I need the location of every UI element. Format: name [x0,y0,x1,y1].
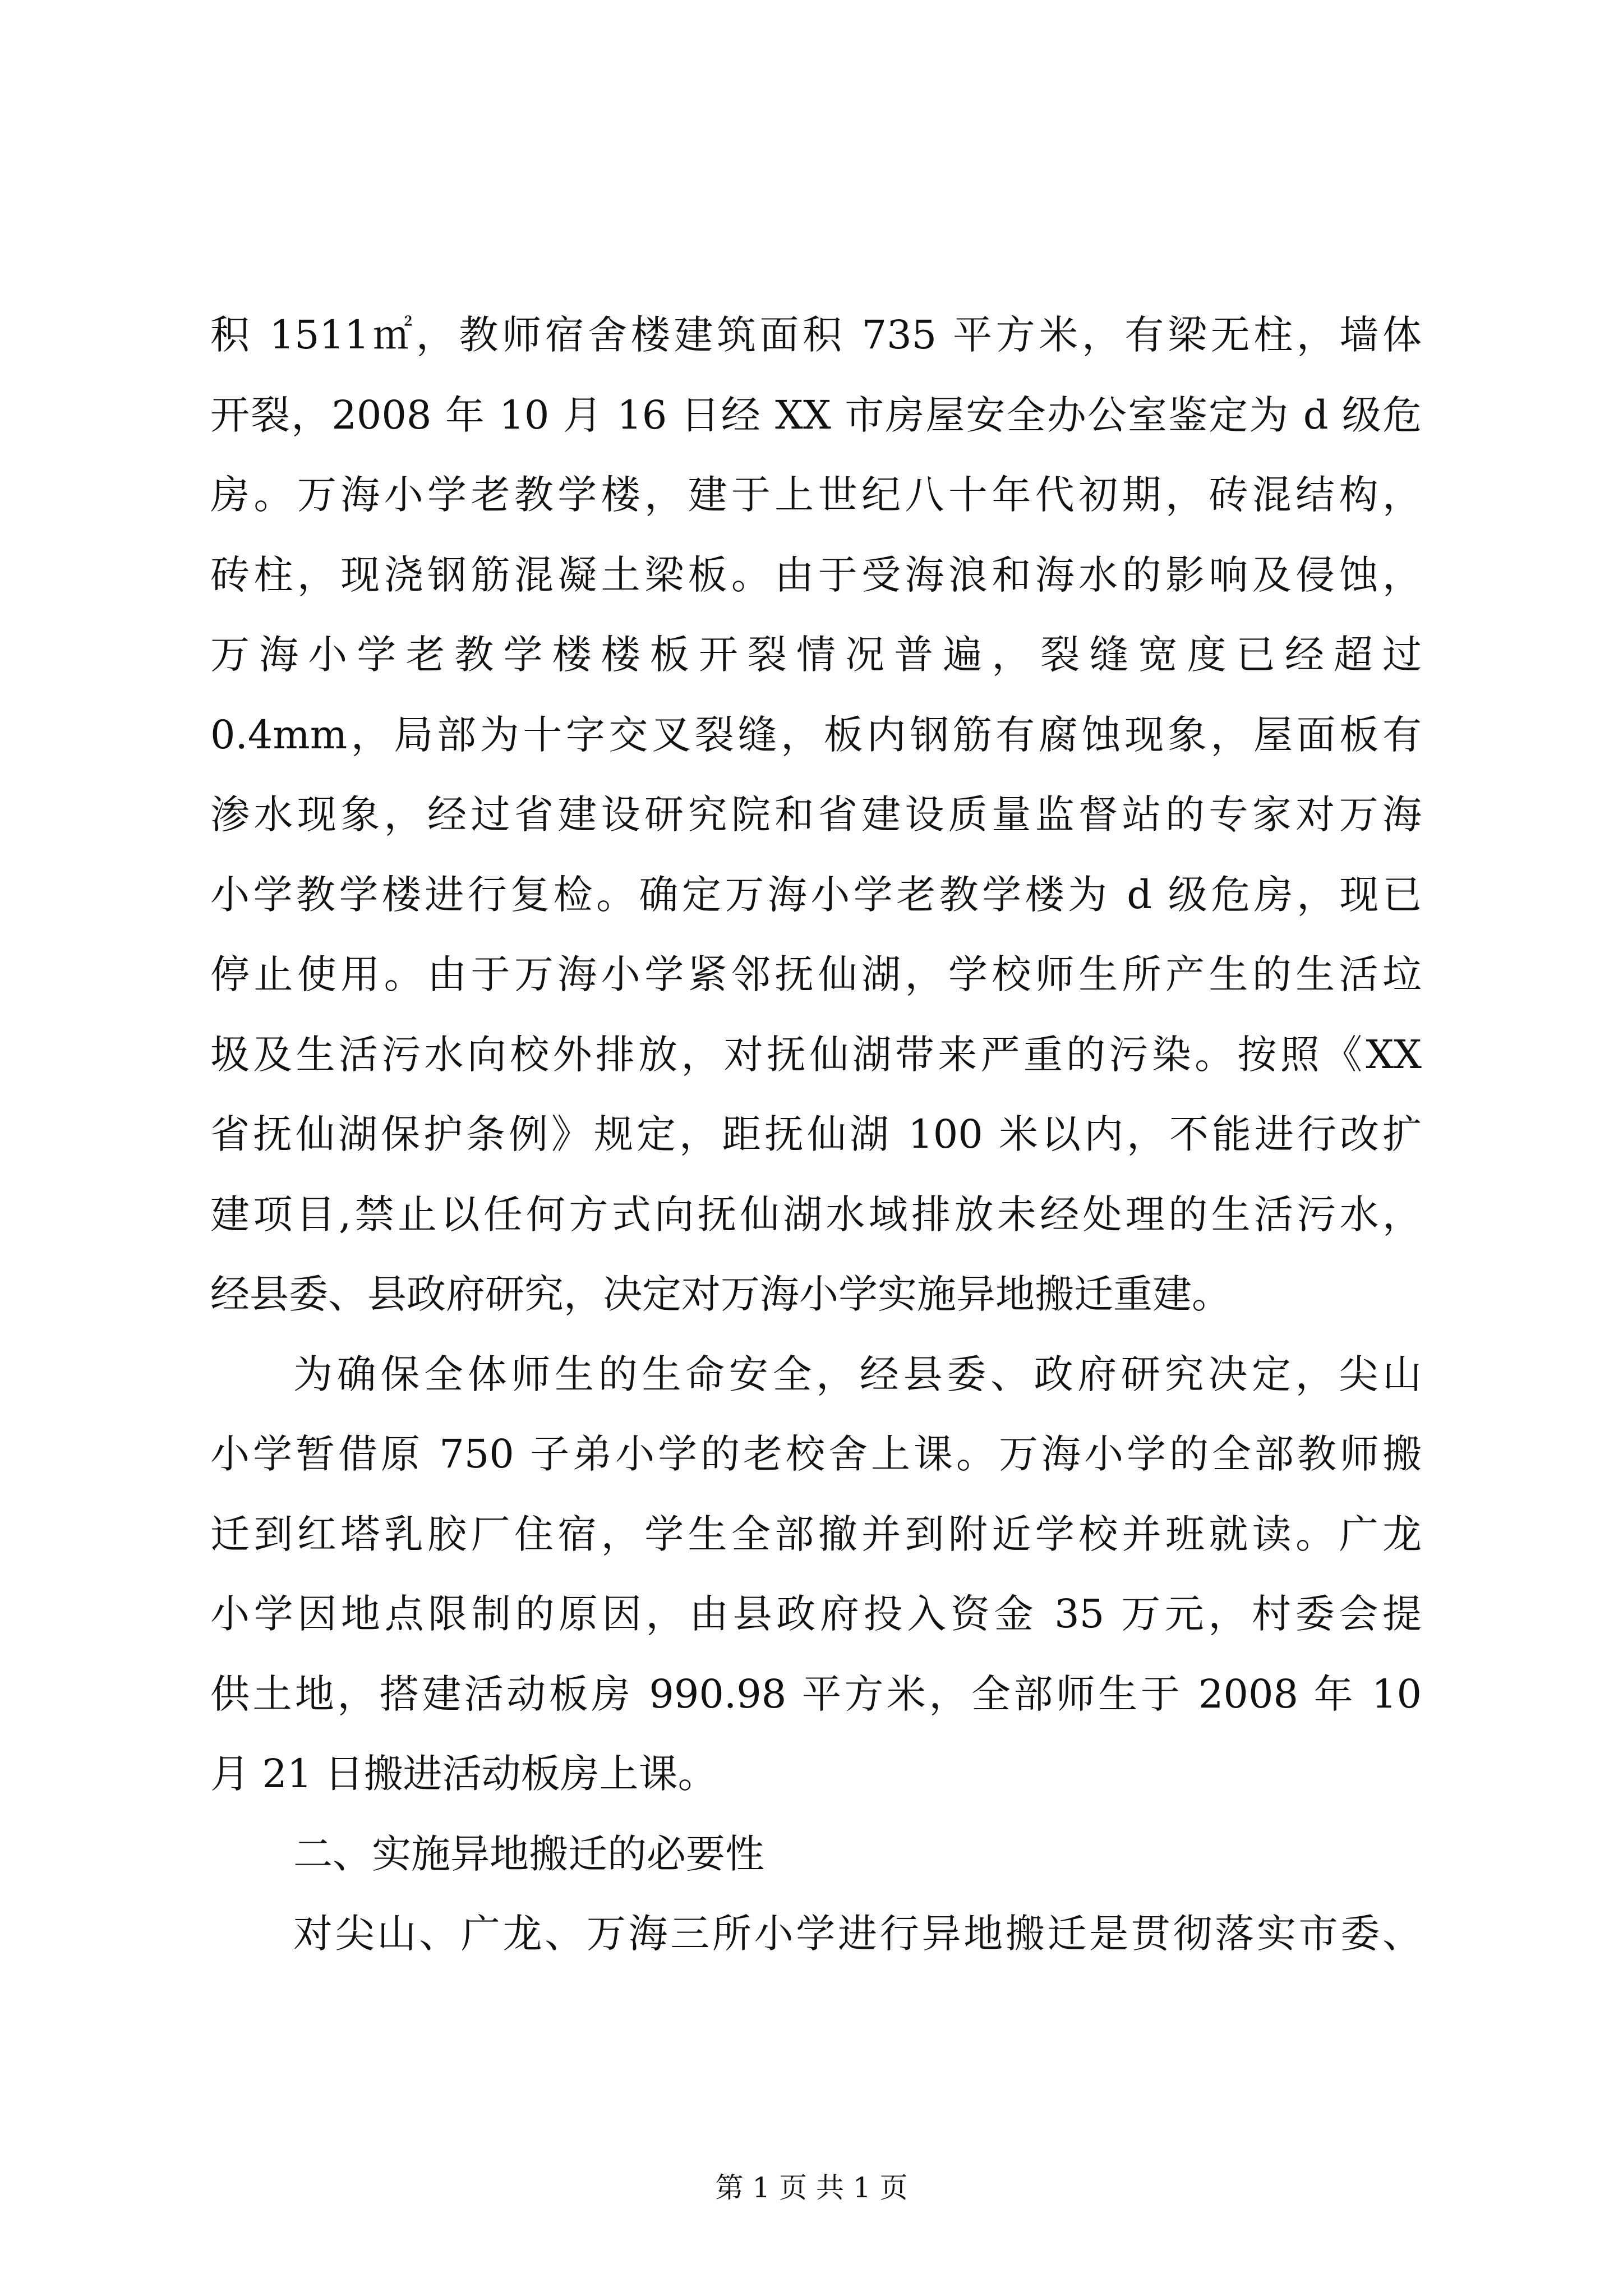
text-line: 建项目,禁止以任何方式向抚仙湖水域排放未经处理的生活污水， [210,1191,1422,1237]
text-line: 对尖山、广龙、万海三所小学进行异地搬迁是贯彻落实市委、 [293,1911,1422,1957]
text-line: 小学因地点限制的原因，由县政府投入资金 35 万元，村委会提 [210,1591,1422,1637]
text-line: 省抚仙湖保护条例》规定，距抚仙湖 100 米以内，不能进行改扩 [210,1111,1422,1157]
text-line: 停止使用。由于万海小学紧邻抚仙湖，学校师生所产生的生活垃 [210,951,1422,997]
text-line: 供土地，搭建活动板房 990.98 平方米，全部师生于 2008 年 10 [210,1671,1422,1717]
text-line: 渗水现象，经过省建设研究院和省建设质量监督站的专家对万海 [210,792,1422,838]
text-line: 为确保全体师生的生命安全，经县委、政府研究决定，尖山 [293,1351,1422,1397]
text-line: 迁到红塔乳胶厂住宿，学生全部撤并到附近学校并班就读。广龙 [210,1511,1422,1557]
text-line: 圾及生活污水向校外排放，对抚仙湖带来严重的污染。按照《XX [210,1031,1422,1078]
page-number-footer: 第 1 页 共 1 页 [715,2171,908,2204]
document-body [210,295,1422,1974]
text-line: 积 1511㎡，教师宿舍楼建筑面积 735 平方米，有梁无柱，墙体 [210,312,1422,358]
text-line: 砖柱，现浇钢筋混凝土梁板。由于受海浪和海水的影响及侵蚀， [210,551,1422,598]
text-line: 开裂，2008 年 10 月 16 日经 XX 市房屋安全办公室鉴定为 d 级危 [210,392,1422,438]
text-line: 小学暂借原 750 子弟小学的老校舍上课。万海小学的全部教师搬 [210,1431,1422,1477]
text-line: 小学教学楼进行复检。确定万海小学老教学楼为 d 级危房，现已 [210,871,1422,918]
text-line: 经县委、县政府研究，决定对万海小学实施异地搬迁重建。 [210,1271,1231,1317]
text-line: 万海小学老教学楼楼板开裂情况普遍，裂缝宽度已经超过 [210,632,1422,678]
text-line: 房。万海小学老教学楼，建于上世纪八十年代初期，砖混结构， [210,472,1422,518]
text-line: 月 21 日搬进活动板房上课。 [210,1751,717,1797]
section-heading: 二、实施异地搬迁的必要性 [293,1830,764,1877]
text-line: 0.4mm，局部为十字交叉裂缝，板内钢筋有腐蚀现象，屋面板有 [210,711,1422,758]
